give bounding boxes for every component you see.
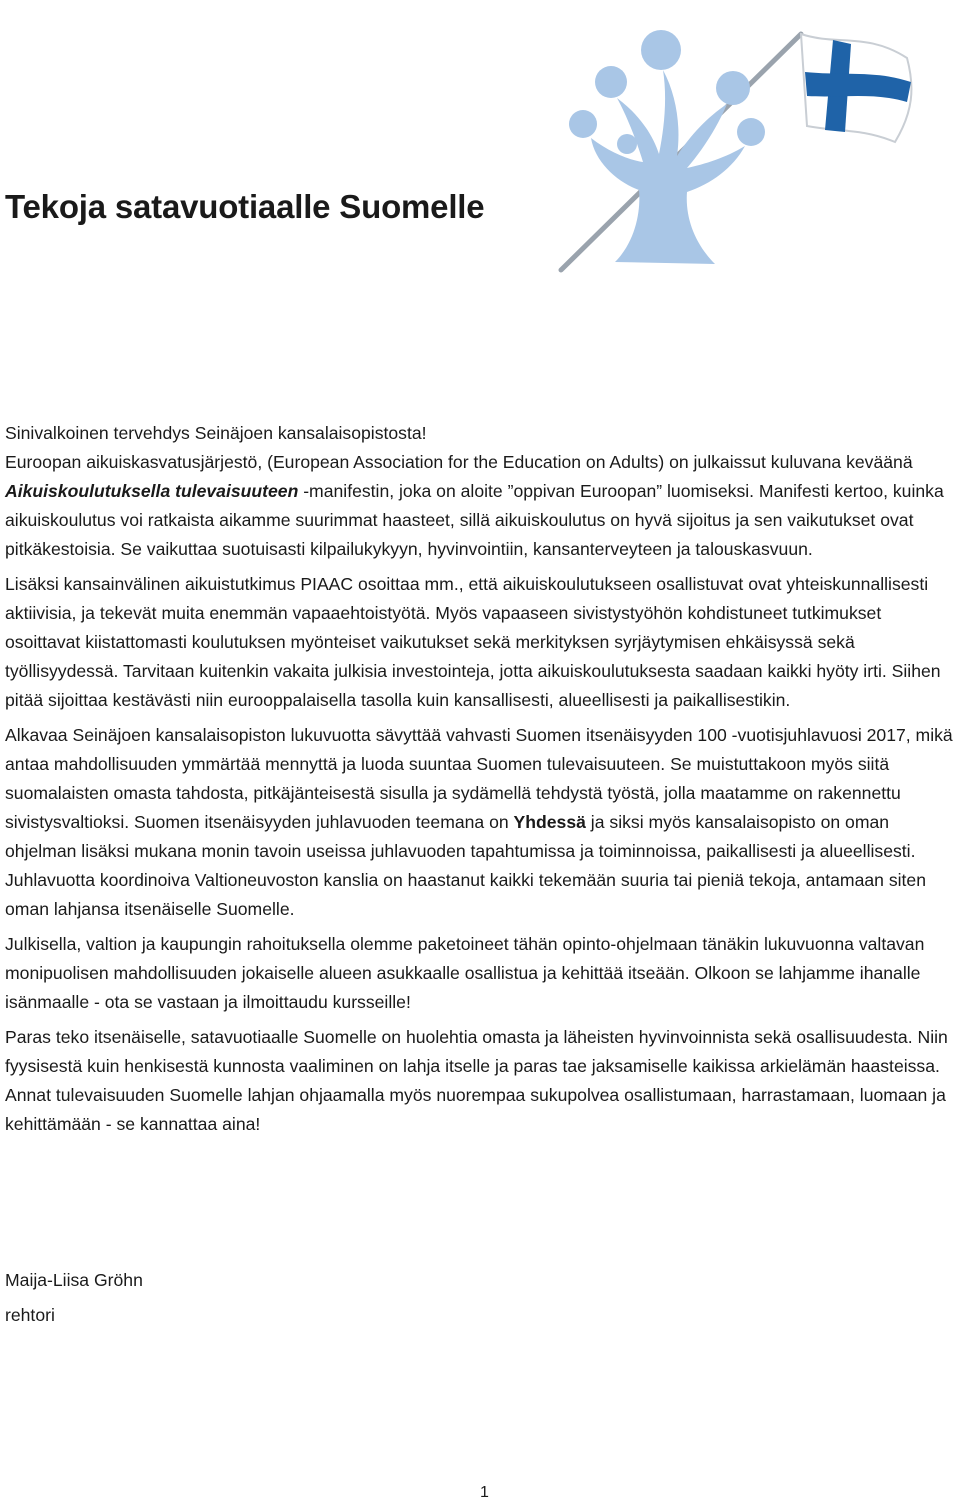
paragraph-centenary xyxy=(5,721,960,924)
tree-head-2 xyxy=(595,66,627,98)
tree-head-4 xyxy=(569,110,597,138)
paragraph-manifesto-end: -manifestin, joka on aloite ”oppivan Euroopan” luomiseksi. Manifesti kertoo, kuinka aikuiskoulutus voi ratkaista aikamme suurimmat haasteet, sillä aikuiskoulutus on hyvä sijoitus ja sen vaikutukset ovat pitkäkestoisia. Se vaikuttaa suotuisasti kilpailukykyyn, hyvinvointiin, kansanterveyteen ja talouskasvuun. xyxy=(5,481,944,559)
paragraph-centenary-end: ja siksi myös kansalaisopisto on oman ohjelman lisäksi mukana monin tavoin useissa juhlavuoden tapahtumissa ja toiminnoissa, paikallisesti ja alueellisesti. Juhlavuotta koordinoiva Valtioneuvoston kanslia on haastanut kaikki tekemään suuria tai pieniä tekoja, antamaan siten oman lahjansa itsenäiselle Suomelle. xyxy=(5,812,926,919)
tree-head-3 xyxy=(716,71,750,105)
signature-role: rehtori xyxy=(5,1305,55,1325)
page-title: Tekoja satavuotiaalle Suomelle xyxy=(5,188,485,225)
paragraph-program xyxy=(5,930,960,1017)
letter-body xyxy=(5,419,960,1145)
paragraph-piaac-text: Lisäksi kansainvälinen aikuistutkimus PIAAC osoittaa mm., että aikuiskoulutukseen osallistuvat ovat yhteiskunnallisesti aktiivisia, ja tekevät muita enemmän vapaaehtoistyötä. Myös vapaaseen sivistystyöhön kohdistuneet tutkimukset osoittavat kiistattomasti koulutuksen myönteiset vaikutukset sekä merkityksen syrjäytymisen ehkäisyssä sekä työllisyydessä. Tarvitaan kuitenkin vakaita julkisia investointeja, jotta aikuiskoulutuksesta saadaan kaikki hyöty irti. Siihen pitää sijoittaa kestävästi niin eurooppalaisella tasolla kuin kansallisesti, alueellisesti ja paikallisestikin. xyxy=(5,574,941,710)
tree-with-finnish-flag-icon xyxy=(555,12,925,280)
intro-text: Sinivalkoinen tervehdys Seinäjoen kansalaisopistosta! xyxy=(5,423,427,443)
tree-head-5 xyxy=(737,118,765,146)
paragraph-manifesto xyxy=(5,448,960,564)
centenary-theme: Yhdessä xyxy=(513,812,586,832)
signature-name: Maija-Liisa Gröhn xyxy=(5,1270,143,1290)
paragraph-program-text: Julkisella, valtion ja kaupungin rahoituksella olemme paketoineet tähän opinto-ohjelmaan tänäkin lukuvuonna valtavan monipuolisen mahdollisuuden jokaiselle alueen asukkaalle osallistua ja kehittää itseään. Olkoon se lahjamme ihanalle isänmaalle - ota se vastaan ja ilmoittaudu kursseille! xyxy=(5,934,925,1012)
paragraph-wellbeing-text: Paras teko itsenäiselle, satavuotiaalle Suomelle on huolehtia omasta ja läheisten hyvinvoinnista sekä osallisuudesta. Niin fyysisestä kuin henkisestä kunnosta vaaliminen on lahja itselle ja paras tae jaksamiselle kaikissa arkielämän haasteissa. Annat tulevaisuuden Suomelle lahjan ohjaamalla myös nuorempaa sukupolvea osallistumaan, harrastamaan, luomaan ja kehittämään - se kannattaa aina! xyxy=(5,1027,948,1134)
tree-head-6 xyxy=(617,134,637,154)
paragraph-piaac xyxy=(5,570,960,715)
paragraph-centenary-start: Alkavaa Seinäjoen kansalaisopiston lukuvuotta sävyttää vahvasti Suomen itsenäisyyden 100 -vuotisjuhlavuosi 2017, mikä antaa mahdollisuuden ymmärtää mennyttä ja luoda suuntaa Suomen tulevaisuuteen. Se muistuttakoon myös siitä suomalaisten omasta tahdosta, pitkäjänteisestä sisulla ja sydämellä tehdystä työstä, jolla maatamme on rakennettu sivistysvaltioksi. Suomen itsenäisyyden juhlavuoden teemana on xyxy=(5,725,953,832)
intro-greeting xyxy=(5,419,960,448)
paragraph-wellbeing xyxy=(5,1023,960,1139)
signature-block xyxy=(5,1263,143,1333)
tree-head-1 xyxy=(641,30,681,70)
paragraph-manifesto-start: Euroopan aikuiskasvatusjärjestö, (European Association for the Education on Adults) on julkaissut kuluvana keväänä xyxy=(5,452,913,472)
page-number: 1 xyxy=(480,1484,489,1501)
manifesto-title: Aikuiskoulutuksella tulevaisuuteen xyxy=(5,481,299,501)
